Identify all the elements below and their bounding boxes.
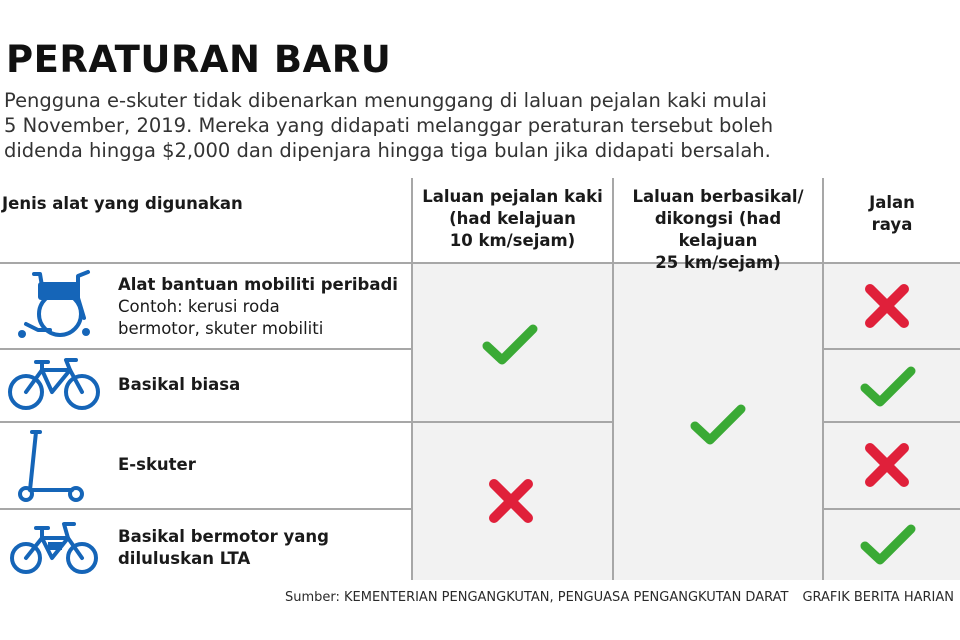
row-divider-2-road	[824, 421, 960, 423]
source-text: Sumber: KEMENTERIAN PENGANGKUTAN, PENGUASA PENGANGKUTAN DARAT	[284, 590, 789, 605]
row-divider-2	[0, 421, 612, 423]
graphic-credit: GRAFIK BERITA HARIAN	[802, 590, 954, 605]
wheelchair-icon	[12, 268, 96, 340]
intro-line-3: didenda hingga $2,000 dan dipenjara hingga tiga bulan jika didapati bersalah.	[4, 139, 771, 162]
footpath-forbidden-cross-icon	[488, 478, 534, 524]
page-title: PERATURAN BARU	[6, 38, 392, 81]
kick-scooter-icon	[12, 428, 92, 504]
rules-table	[0, 178, 960, 580]
row-divider-1-left	[0, 348, 411, 350]
e-bike-icon	[8, 518, 100, 576]
road-row-4-check-icon	[860, 522, 916, 568]
intro-line-1: Pengguna e-skuter tidak dibenarkan menunggang di laluan pejalan kaki mulai	[4, 89, 767, 112]
row-divider-3-road	[824, 508, 960, 510]
intro-line-2: 5 November, 2019. Mereka yang didapati melanggar peraturan tersebut boleh	[4, 114, 774, 137]
bicycle-icon	[6, 356, 102, 412]
cyclepath-allowed-check-icon	[690, 402, 746, 448]
header-footpath: Laluan pejalan kaki (had kelajuan 10 km/sejam)	[422, 187, 603, 250]
road-row-1-cross-icon	[864, 283, 910, 329]
row-3-label: E-skuter	[118, 455, 196, 474]
header-cyclepath: Laluan berbasikal/ dikongsi (had kelajuan 25 km/sejam)	[632, 187, 804, 272]
footpath-allowed-check-icon	[482, 322, 538, 368]
header-device-type: Jenis alat yang digunakan	[2, 194, 243, 213]
row-divider-3-left	[0, 508, 411, 510]
source-credit	[285, 590, 954, 605]
header-road: Jalan raya	[869, 193, 915, 234]
row-divider-1-road	[824, 348, 960, 350]
intro-text	[4, 88, 954, 163]
row-4-label: Basikal bermotor yang diluluskan LTA	[118, 527, 329, 568]
road-row-2-check-icon	[860, 364, 916, 410]
divider-col-3	[822, 178, 824, 580]
row-2-label: Basikal biasa	[118, 375, 241, 394]
road-row-3-cross-icon	[864, 442, 910, 488]
row-1-label: Alat bantuan mobiliti peribadi Contoh: kerusi roda bermotor, skuter mobiliti	[118, 275, 398, 338]
